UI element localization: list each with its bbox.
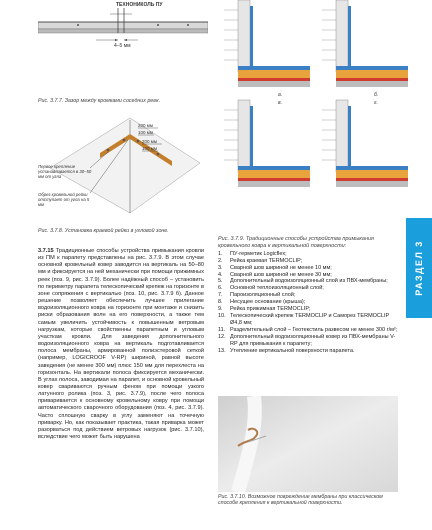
fig378-note-rail-offset: Обрез кровельной рейки отступает от угла на 5 мм [38,192,90,207]
fig378-dim2: 100 мм [138,130,153,135]
fig379-caption: Рис. 3.7.9. Традиционные способы устройства примыкания кровельного ковра к вертикальной поверхности: [218,236,374,249]
legend-item: 9. Рейка прижимная TERMOCLIP; [218,306,311,313]
legend-item: 3. Сварной шов шириной не менее 10 мм; [218,264,332,271]
figure-corner-rail-drawing [38,108,208,223]
fig378-dim1: 200 мм [138,123,153,128]
legend-item: 5. Дополнительный водоизоляционный слой из ПВХ-мембраны; [218,278,388,285]
panel-label-a: а. [278,92,283,98]
legend-item: 7. Пароизоляционный слой; [218,292,296,299]
legend-item: 10. Телескопический крепеж TERMOCLIP и Саморез TERMOCLIP Ø4,8 мм; [218,312,390,326]
legend-item: 12. Дополнительный водоизоляционный ковер из ПВХ-мембраны V-RP для примыкания к парапету; [218,333,396,347]
section-side-tab [406,218,432,318]
fig378-caption: Рис. 3.7.8. Установка краевой рейки в угловой зоне. [38,228,169,234]
panel-d-drawing [322,100,408,187]
legend-item: 2. Рейка краевая TERMOCLIP; [218,257,303,264]
legend-item: 8. Несущее основание (крыша); [218,299,306,306]
panel-label-c: в. [278,100,282,106]
panel-label-b: б. [374,92,379,98]
figure-parapet-details [218,0,408,196]
fig377-caption: Рис. 3.7.7. Зазор между кромками соседних реек. [38,98,161,104]
legend-item: 11. Разделительный слой – Геотекстиль развесом не менее 300 г/м²; [218,326,398,333]
section-tab-label: РАЗДЕЛ 3 [414,240,424,296]
fig3710-caption: Рис. 3.7.10. Возможное повреждение мембраны при классическом способе крепления к вертикальной поверхности. [218,494,383,507]
panel-label-d: г. [374,100,378,106]
legend-item: 13. Утепление вертикальной поверхности парапета. [218,347,355,354]
panel-b-drawing [322,0,408,87]
legend-list [218,236,400,354]
panel-a-drawing [224,0,310,87]
figure-rail-gap-drawing [38,0,208,48]
legend-item: 1. ПУ-герметик Logicflex; [218,250,287,257]
section-number: 3.7.15 [38,248,54,254]
fig378-dim4: 100 мм [142,146,157,151]
fig378-note-first-fastener: Первое крепление устанавливается в 30–50 мм от угла [38,164,92,179]
body-paragraph [38,248,204,441]
fig378-dim3: 200 мм [142,139,157,144]
legend-item: 6. Основной теплоизоляционный слой; [218,285,324,292]
body-text: Традиционные способы устройства примыкания кровли из ПМ к парапету представлены на рис. 3.7.9. В этом случае основной кровельный ковер заводится на вертикаль на 50–80 мм и фиксируется на ней механически при помощи прижимных реек (поз. 9, рис. 3.7.9). Более надёжный способ – установить по периметру парапета телескопический крепеж на горизонте в зоне сопряжения с вертикалью (поз. 10, рис. 3.7.9 б). Данное решение позволяет обеспечить лучшее прилегание водоизоляционного ковра на горизонте при монтаже и снизить риски образования волн на его поверхности, а также тем самым увеличить устойчивость к повышенным ветровым нагрузкам, которые свойственны парапетным и угловым участкам кровли. Для заведения дополнительного водоизоляционного ковра на вертикаль подготавливается полоса мембраны, армированной полиэстеровой сеткой (например, LOGICROOF V-RP) шириной, равной высоте заведения (не менее 300 мм) плюс 150 мм для перехлеста на горизонталь. На вертикали полоса фиксируется механически. В углах полоса, заводимая на парапет, и основной кровельный ковер свариваются ручным феном при помощи узкого латунного ролика (поз. 3, рис. 3.7.9), после чего полоса приваривается к основному кровельному ковру при помощи автоматического сварочного оборудования (поз. 4, рис. 3.7.9). Часто сплошную сварку в углу заменяют на точечную приварку. Но, как показывает практика, такая приварка может разорваться под действием ветровых нагрузок (рис. 3.7.10), вследствие чего может быть нарушена [38,248,204,441]
damaged-membrane-photo [218,396,398,492]
legend-item: 4. Сварной шов шириной не менее 30 мм; [218,271,332,278]
panel-c-drawing [224,100,310,187]
fig377-top-label: ТЕХНОНИКОЛЬ ПУ [116,2,163,8]
fig377-dimension-label: 4–5 мм [114,43,131,48]
